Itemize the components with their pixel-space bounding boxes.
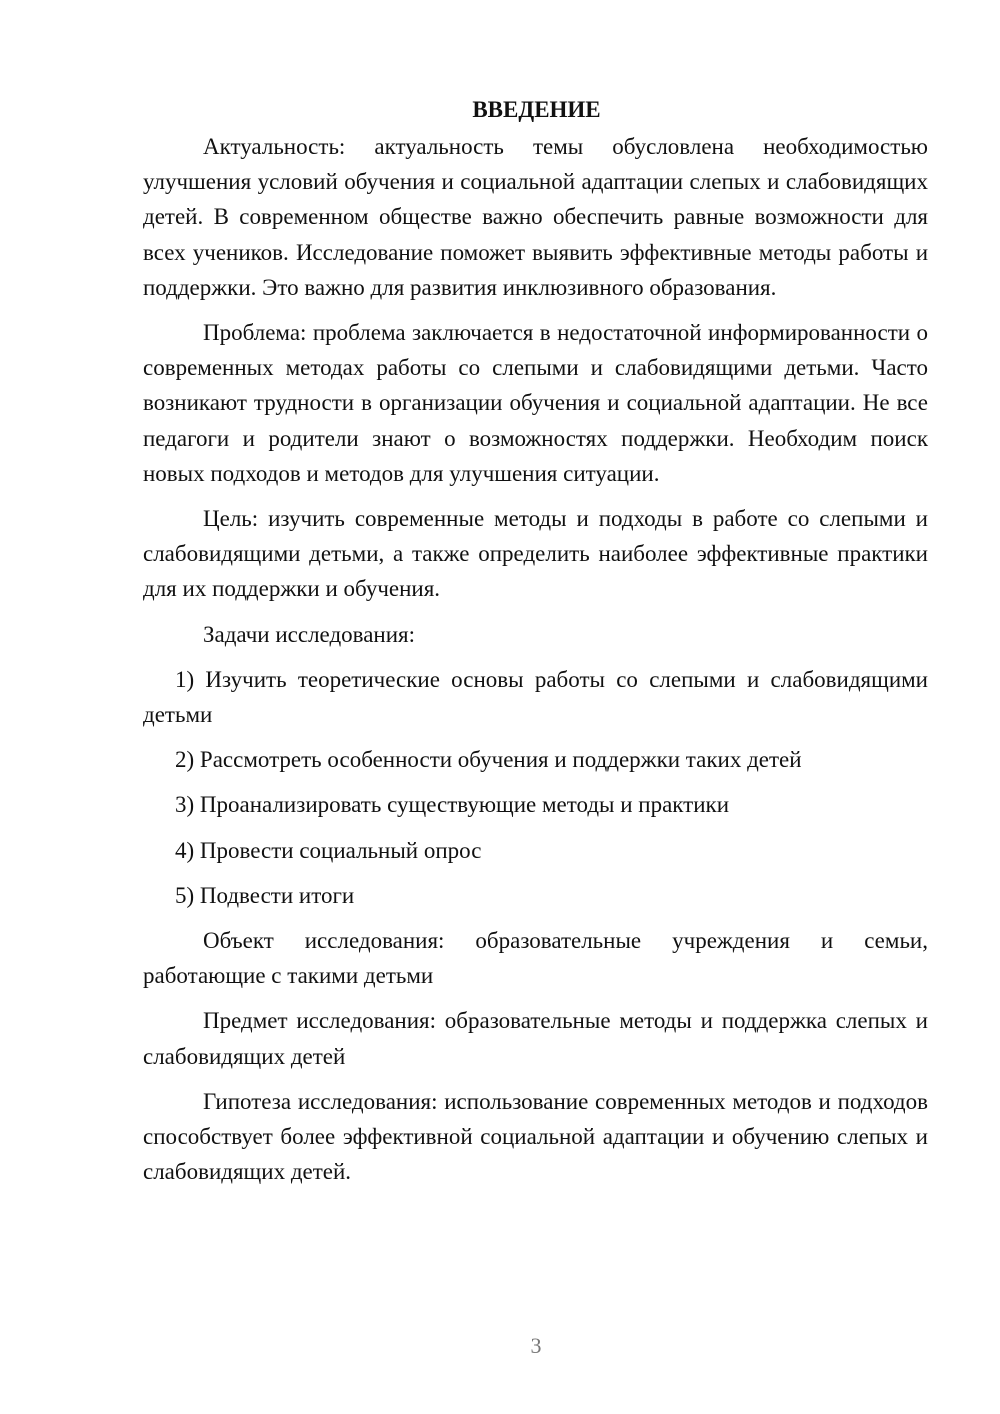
task-item-1: 1) Изучить теоретические основы работы со слепыми и слабовидящими детьми — [143, 666, 928, 728]
task-item-4: 4) Провести социальный опрос — [175, 837, 482, 863]
section-title: ВВЕДЕНИЕ — [472, 97, 601, 122]
object-paragraph: Объект исследования: образовательные учреждения и семьи, работающие с такими детьми — [143, 928, 928, 989]
hypothesis-paragraph: Гипотеза исследования: использование современных методов и подходов способствует более эффективной социальной адаптации и обучению слепых и слабовидящих детей. — [143, 1088, 928, 1185]
problem-paragraph: Проблема: проблема заключается в недостаточной информированности о современных методах работы со слепыми и слабовидящими детьми. Часто возникают трудности в организации обучения и социальной адаптации. Не все педагоги и родители знают о возможностях поддержки. Необходим поиск новых подходов и методов для улучшения ситуации. — [143, 320, 928, 486]
task-item-3: 3) Проанализировать существующие методы и практики — [175, 792, 730, 818]
page-number: 3 — [530, 1333, 542, 1358]
goal-paragraph: Цель: изучить современные методы и подходы в работе со слепыми и слабовидящими детьми, а также определить наиболее эффективные практики для их поддержки и обучения. — [143, 506, 928, 602]
tasks-heading: Задачи исследования: — [203, 621, 416, 647]
task-item-5: 5) Подвести итоги — [175, 882, 355, 908]
task-item-2: 2) Рассмотреть особенности обучения и поддержки таких детей — [175, 747, 802, 773]
relevance-paragraph: Актуальность: актуальность темы обусловлена необходимостью улучшения условий обучения и социальной адаптации слепых и слабовидящих детей. В современном обществе важно обеспечить равные возможности для всех учеников. Исследование поможет выявить эффективные методы работы и поддержки. Это важно для развития инклюзивного образования. — [143, 134, 928, 300]
subject-paragraph: Предмет исследования: образовательные методы и поддержка слепых и слабовидящих детей — [143, 1008, 928, 1069]
page-content — [143, 92, 928, 1189]
